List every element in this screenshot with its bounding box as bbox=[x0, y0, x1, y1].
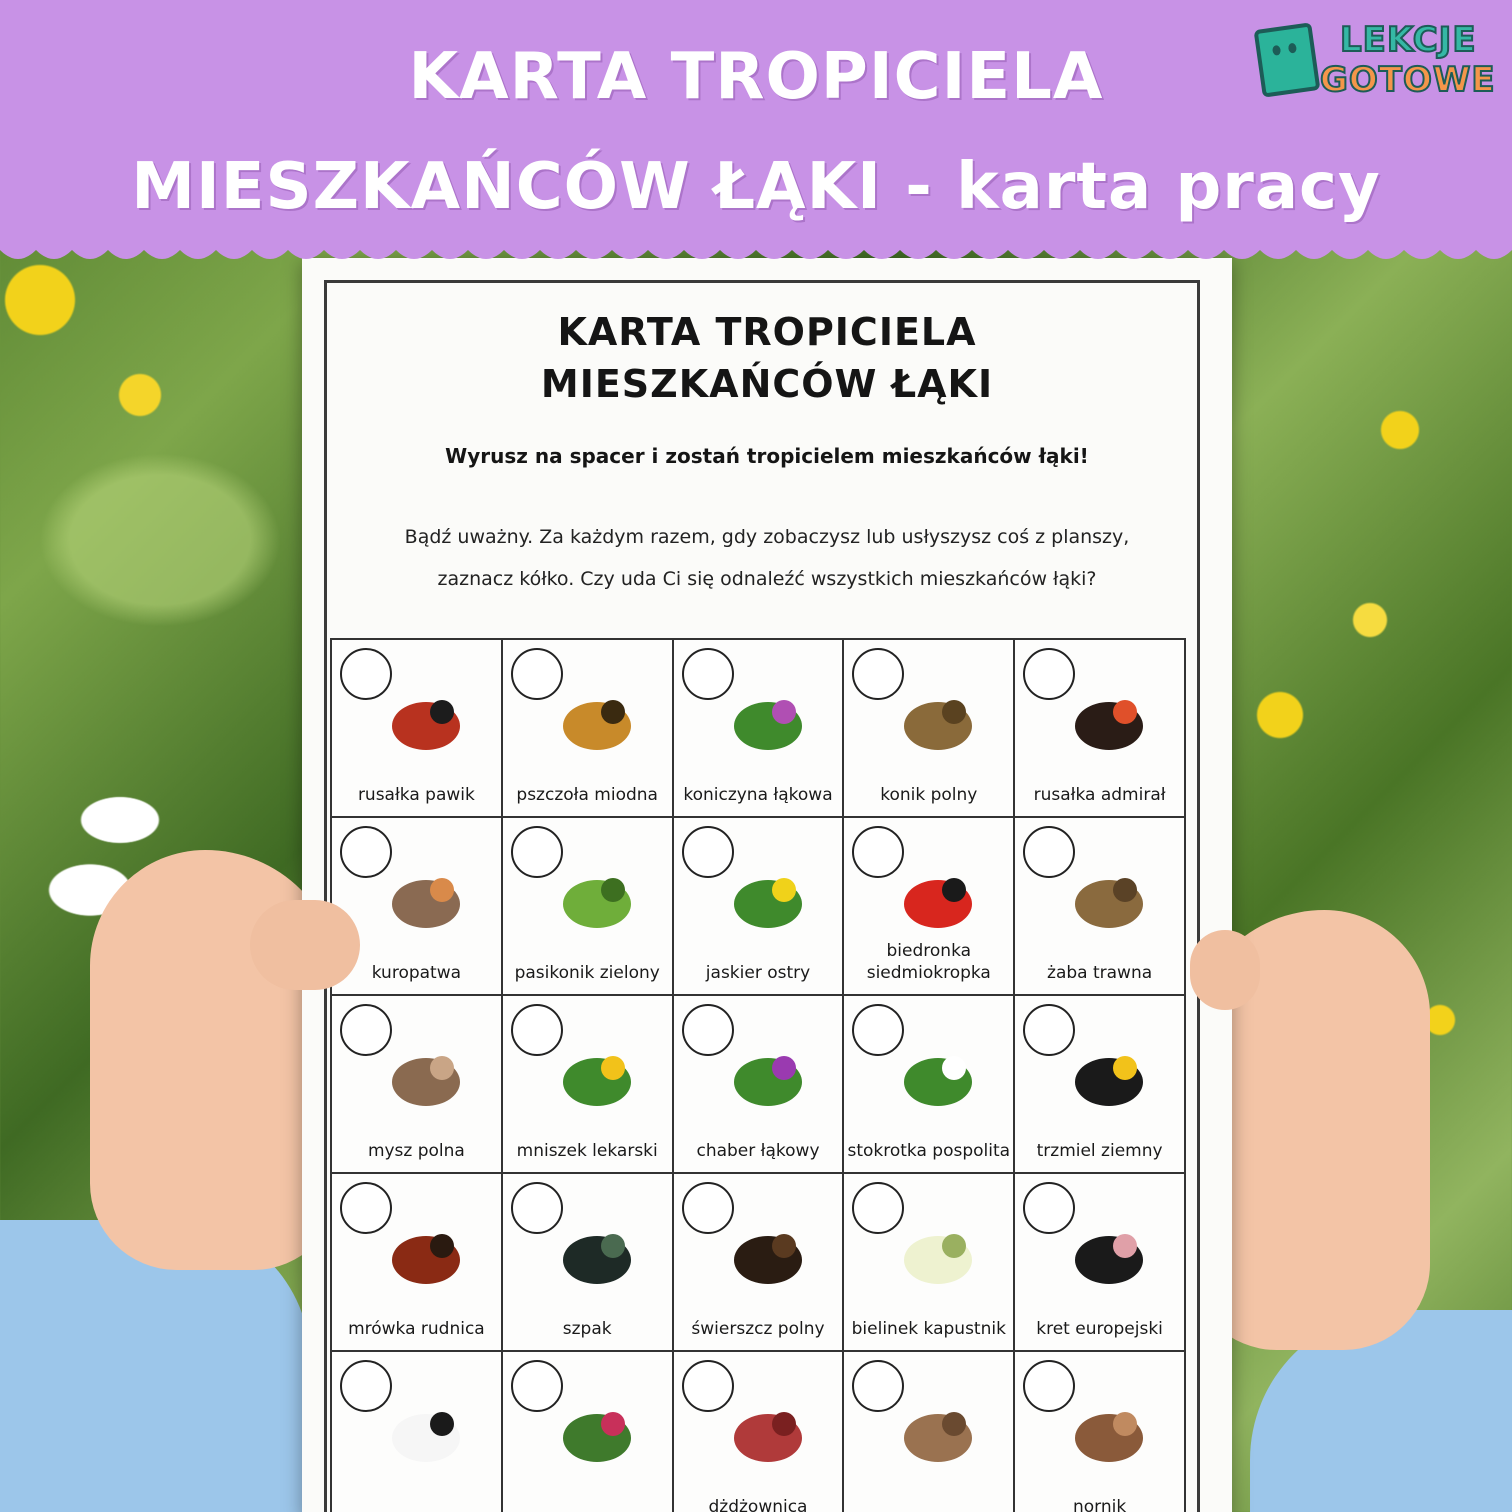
species-cell[interactable] bbox=[844, 640, 1015, 818]
species-cell[interactable] bbox=[332, 818, 503, 996]
peacock-butterfly-icon bbox=[364, 674, 474, 764]
ladybug-icon bbox=[876, 852, 986, 942]
book-mascot-icon bbox=[1254, 22, 1321, 97]
daisy-icon bbox=[876, 1030, 986, 1120]
species-cell[interactable] bbox=[503, 1352, 674, 1512]
grasshopper-icon bbox=[876, 674, 986, 764]
species-label: jaskier ostry bbox=[705, 963, 811, 983]
sheet-description bbox=[342, 516, 1192, 600]
sheet-subtitle: Wyrusz na spacer i zostań tropicielem mieszkańców łąki! bbox=[445, 444, 1089, 468]
white-butterfly-icon bbox=[876, 1208, 986, 1298]
right-thumb bbox=[1190, 930, 1260, 1010]
worksheet bbox=[302, 258, 1232, 1512]
species-cell[interactable] bbox=[503, 818, 674, 996]
species-cell[interactable] bbox=[844, 996, 1015, 1174]
vole-icon bbox=[1047, 1386, 1157, 1476]
sheet-title-line2: MIESZKAŃCÓW ŁĄKI bbox=[540, 362, 994, 406]
buttercup-icon bbox=[706, 852, 816, 942]
logo-line2: GOTOWE bbox=[1320, 60, 1496, 100]
species-grid bbox=[330, 638, 1186, 1512]
clover-icon bbox=[706, 674, 816, 764]
species-cell[interactable] bbox=[332, 996, 503, 1174]
species-cell[interactable] bbox=[844, 1174, 1015, 1352]
species-label: koniczyna łąkowa bbox=[683, 785, 833, 805]
species-cell[interactable] bbox=[1015, 1174, 1186, 1352]
species-cell[interactable] bbox=[503, 640, 674, 818]
species-cell[interactable] bbox=[1015, 996, 1186, 1174]
mouse-icon bbox=[364, 1030, 474, 1120]
knapweed-icon bbox=[706, 1030, 816, 1120]
species-label: kret europejski bbox=[1036, 1319, 1163, 1339]
species-cell[interactable] bbox=[674, 1174, 845, 1352]
species-cell[interactable] bbox=[503, 1174, 674, 1352]
admiral-butterfly-icon bbox=[1047, 674, 1157, 764]
header-wave-edge bbox=[0, 236, 1512, 270]
starling-icon bbox=[535, 1208, 645, 1298]
species-label: dżdżownica bbox=[708, 1497, 808, 1512]
frog-icon bbox=[1047, 852, 1157, 942]
species-cell[interactable] bbox=[674, 640, 845, 818]
header-banner bbox=[0, 0, 1512, 250]
species-label: pasikonik zielony bbox=[514, 963, 660, 983]
bumblebee-icon bbox=[1047, 1030, 1157, 1120]
logo bbox=[1250, 20, 1496, 100]
species-cell[interactable] bbox=[674, 996, 845, 1174]
species-cell[interactable] bbox=[1015, 1352, 1186, 1512]
logo-line1: LEKCJE bbox=[1340, 20, 1477, 60]
species-label: szpak bbox=[562, 1319, 612, 1339]
description-line2: zaznacz kółko. Czy uda Ci się odnaleźć wszystkich mieszkańców łąki? bbox=[437, 568, 1097, 590]
species-cell[interactable] bbox=[844, 818, 1015, 996]
species-cell[interactable] bbox=[503, 996, 674, 1174]
species-label: biedronka siedmiokropka bbox=[866, 941, 991, 983]
left-thumb bbox=[250, 900, 360, 990]
species-label: konik polny bbox=[880, 785, 978, 805]
species-cell[interactable] bbox=[1015, 818, 1186, 996]
mole-icon bbox=[1047, 1208, 1157, 1298]
species-cell[interactable] bbox=[332, 1352, 503, 1512]
species-label: mniszek lekarski bbox=[516, 1141, 658, 1161]
header-title-line2: MIESZKAŃCÓW ŁĄKI - karta pracy bbox=[131, 150, 1381, 224]
species-label: świerszcz polny bbox=[691, 1319, 825, 1339]
species-cell[interactable] bbox=[674, 1352, 845, 1512]
ant-icon bbox=[364, 1208, 474, 1298]
sheet-title-line1: KARTA TROPICIELA bbox=[557, 310, 977, 354]
dandelion-icon bbox=[535, 1030, 645, 1120]
species-cell[interactable] bbox=[674, 818, 845, 996]
species-cell[interactable] bbox=[332, 640, 503, 818]
hare-icon bbox=[876, 1386, 986, 1476]
green-bush-cricket-icon bbox=[535, 852, 645, 942]
species-cell[interactable] bbox=[1015, 640, 1186, 818]
earthworm-icon bbox=[706, 1386, 816, 1476]
species-cell[interactable] bbox=[844, 1352, 1015, 1512]
stork-icon bbox=[364, 1386, 474, 1476]
field-cricket-icon bbox=[706, 1208, 816, 1298]
heather-icon bbox=[535, 1386, 645, 1476]
species-label: rusałka admirał bbox=[1033, 785, 1166, 805]
species-label: mrówka rudnica bbox=[348, 1319, 485, 1339]
species-label: trzmiel ziemny bbox=[1036, 1141, 1163, 1161]
description-line1: Bądź uważny. Za każdym razem, gdy zobaczysz lub usłyszysz coś z planszy, bbox=[404, 526, 1130, 548]
honeybee-icon bbox=[535, 674, 645, 764]
species-label: nornik bbox=[1072, 1497, 1127, 1512]
species-label: stokrotka pospolita bbox=[847, 1141, 1011, 1161]
species-cell[interactable] bbox=[332, 1174, 503, 1352]
species-label: mysz polna bbox=[367, 1141, 465, 1161]
species-label: rusałka pawik bbox=[357, 785, 475, 805]
species-label: kuropatwa bbox=[371, 963, 462, 983]
species-label: pszczoła miodna bbox=[516, 785, 658, 805]
species-label: żaba trawna bbox=[1047, 963, 1153, 983]
header-title-line1: KARTA TROPICIELA bbox=[408, 40, 1104, 114]
species-label: bielinek kapustnik bbox=[851, 1319, 1006, 1339]
partridge-icon bbox=[364, 852, 474, 942]
species-label: chaber łąkowy bbox=[696, 1141, 820, 1161]
